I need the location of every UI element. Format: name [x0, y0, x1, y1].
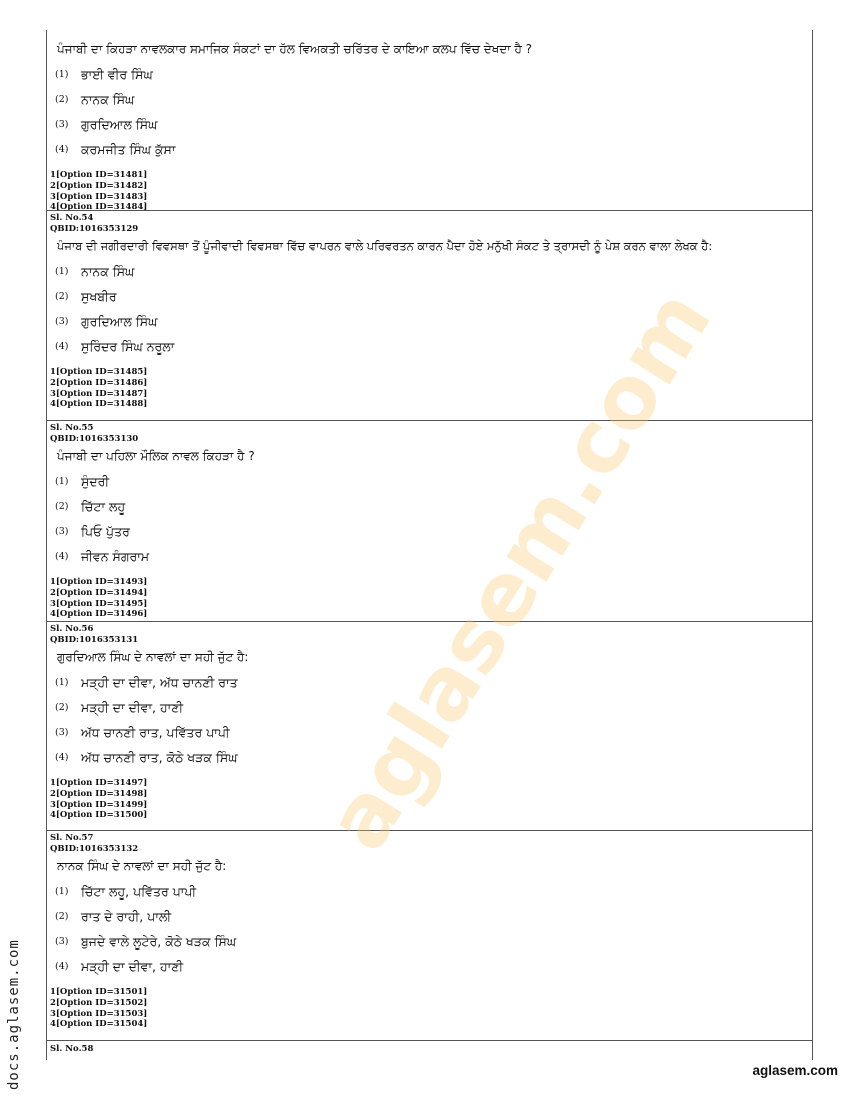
option-id-list: [47, 367, 812, 410]
option-id: 4[Option ID=31504]: [50, 1019, 148, 1030]
option-4: [47, 544, 812, 569]
option-1: [47, 259, 812, 284]
serial-number: Sl. No.56: [50, 624, 94, 634]
option-id-list: [47, 987, 812, 1030]
option-text: ਸੁੰਦਰੀ: [81, 473, 110, 489]
option-3: [47, 112, 812, 137]
option-number: (2): [55, 911, 69, 922]
option-4: [47, 745, 812, 770]
option-id: 2[Option ID=31494]: [50, 587, 148, 598]
option-4: [47, 334, 812, 359]
qbid: QBID:1016353131: [50, 634, 139, 645]
question-text: ਨਾਨਕ ਸਿੰਘ ਦੇ ਨਾਵਲਾਂ ਦਾ ਸਹੀ ਜੁੱਟ ਹੈ:: [57, 859, 227, 873]
option-number: (1): [55, 69, 69, 80]
option-id: 4[Option ID=31484]: [50, 202, 148, 213]
question-block-53: [47, 30, 812, 213]
serial-number: Sl. No.54: [50, 213, 94, 223]
option-number: (1): [55, 677, 69, 688]
option-text: ਮੜ੍ਹੀ ਦਾ ਦੀਵਾ, ਹਾਣੀ: [81, 699, 184, 715]
option-id-list: [47, 170, 812, 213]
option-1: [47, 670, 812, 695]
qbid: QBID:1016353130: [50, 433, 139, 444]
question-block-57: [47, 830, 812, 1041]
option-id: 3[Option ID=31483]: [50, 191, 148, 202]
option-text: ਜੀਵਨ ਸੰਗਰਾਮ: [81, 548, 150, 564]
option-text: ਮੜ੍ਹੀ ਦਾ ਦੀਵਾ, ਅੱਧ ਚਾਨਣੀ ਰਾਤ: [81, 674, 238, 690]
option-text: ਗੁਰਦਿਆਲ ਸਿੰਘ: [81, 313, 158, 329]
option-id: 3[Option ID=31503]: [50, 1008, 148, 1019]
option-3: [47, 929, 812, 954]
option-2: [47, 87, 812, 112]
option-number: (4): [55, 144, 69, 155]
option-1: [47, 62, 812, 87]
question-text: ਪੰਜਾਬੀ ਦਾ ਪਹਿਲਾ ਮੌਲਿਕ ਨਾਵਲ ਕਿਹੜਾ ਹੈ ?: [57, 449, 255, 463]
option-text: ਮੜ੍ਹੀ ਦਾ ਦੀਵਾ, ਹਾਣੀ: [81, 958, 184, 974]
option-id: 3[Option ID=31487]: [50, 388, 148, 399]
option-number: (3): [55, 727, 69, 738]
option-number: (3): [55, 316, 69, 327]
option-number: (4): [55, 341, 69, 352]
qbid: QBID:1016353129: [50, 223, 139, 234]
option-number: (2): [55, 702, 69, 713]
option-2: [47, 904, 812, 929]
watermark: aglasem.com: [307, 272, 731, 868]
option-id: 1[Option ID=31481]: [50, 170, 148, 180]
option-text: ਅੱਧ ਚਾਨਣੀ ਰਾਤ, ਪਵਿੱਤਰ ਪਾਪੀ: [81, 724, 230, 740]
option-id: 1[Option ID=31497]: [50, 778, 148, 788]
option-1: [47, 879, 812, 904]
question-sheet: [46, 30, 813, 1060]
question-block-56: [47, 621, 812, 831]
option-number: (1): [55, 266, 69, 277]
option-2: [47, 695, 812, 720]
option-text: ਨਾਨਕ ਸਿੰਘ: [81, 91, 135, 107]
question-text: ਗੁਰਦਿਆਲ ਸਿੰਘ ਦੇ ਨਾਵਲਾਂ ਦਾ ਸਹੀ ਜੁੱਟ ਹੈ:: [57, 650, 249, 664]
option-text: ਚਿੱਟਾ ਲਹੂ: [81, 498, 126, 514]
serial-number: Sl. No.55: [50, 423, 94, 433]
option-id: 2[Option ID=31482]: [50, 180, 148, 191]
serial-number: Sl. No.58: [50, 1044, 94, 1054]
option-number: (2): [55, 291, 69, 302]
option-text: ਰਾਤ ਦੇ ਰਾਹੀ, ਪਾਲੀ: [81, 908, 172, 924]
option-text: ਬੁਜਦੇ ਵਾਲੇ ਲੂਟੇਰੇ, ਕੋਠੇ ਖੜਕ ਸਿੰਘ: [81, 933, 237, 949]
option-id: 2[Option ID=31498]: [50, 788, 148, 799]
option-text: ਗੁਰਦਿਆਲ ਸਿੰਘ: [81, 116, 158, 132]
option-4: [47, 137, 812, 162]
option-3: [47, 519, 812, 544]
option-text: ਅੱਧ ਚਾਨਣੀ ਰਾਤ, ਕੋਠੇ ਖੜਕ ਸਿੰਘ: [81, 749, 238, 765]
question-text: ਪੰਜਾਬ ਦੀ ਜਗੀਰਦਾਰੀ ਵਿਵਸਥਾ ਤੋਂ ਪੂੰਜੀਵਾਦੀ ਵਿਵਸਥਾ ਵਿੱਚ ਵਾਪਰਨ ਵਾਲੇ ਪਰਿਵਰਤਨ ਕਾਰਨ ਪੈਦਾ ਹੋਏ ਮਨੁੱਖੀ ਸੰਕਟ ਤੇ ਤ੍ਰਾਸਦੀ ਨੂੰ ਪੇਸ਼ ਕਰਨ ਵਾਲਾ ਲੇਖਕ ਹੈ:: [57, 239, 713, 253]
option-text: ਨਾਨਕ ਸਿੰਘ: [81, 263, 135, 279]
option-2: [47, 494, 812, 519]
option-text: ਸੁਰਿੰਦਰ ਸਿੰਘ ਨਰੂਲਾ: [81, 338, 175, 354]
option-id: 2[Option ID=31486]: [50, 377, 148, 388]
option-number: (4): [55, 752, 69, 763]
option-number: (3): [55, 119, 69, 130]
option-id: 4[Option ID=31496]: [50, 609, 148, 620]
option-number: (2): [55, 94, 69, 105]
question-block-54: [47, 210, 812, 421]
option-1: [47, 469, 812, 494]
option-text: ਭਾਈ ਵੀਰ ਸਿੰਘ: [81, 66, 153, 82]
option-number: (1): [55, 886, 69, 897]
option-id: 3[Option ID=31499]: [50, 799, 148, 810]
option-text: ਚਿੱਟਾ ਲਹੂ, ਪਵਿੱਤਰ ਪਾਪੀ: [81, 883, 197, 899]
brand-footer: aglasem.com: [752, 1063, 838, 1078]
side-site-label: docs.aglasem.com: [6, 939, 22, 1090]
option-text: ਸੁਖਬੀਰ: [81, 288, 117, 304]
option-3: [47, 309, 812, 334]
option-2: [47, 284, 812, 309]
option-number: (3): [55, 526, 69, 537]
option-id: 1[Option ID=31501]: [50, 987, 148, 997]
option-3: [47, 720, 812, 745]
option-id: 4[Option ID=31500]: [50, 810, 148, 821]
serial-number: Sl. No.57: [50, 833, 94, 843]
option-4: [47, 954, 812, 979]
option-number: (4): [55, 961, 69, 972]
option-text: ਪਿਓ ਪੁੱਤਰ: [81, 523, 130, 539]
option-number: (1): [55, 476, 69, 487]
option-id-list: [47, 778, 812, 821]
option-number: (4): [55, 551, 69, 562]
option-number: (3): [55, 936, 69, 947]
qbid: QBID:1016353132: [50, 843, 139, 854]
option-id: 1[Option ID=31493]: [50, 577, 148, 587]
question-block-55: [47, 420, 812, 622]
option-id-list: [47, 577, 812, 620]
option-id: 4[Option ID=31488]: [50, 399, 148, 410]
option-id: 2[Option ID=31502]: [50, 997, 148, 1008]
option-text: ਕਰਮਜੀਤ ਸਿੰਘ ਕੁੱਸਾ: [81, 141, 176, 157]
question-text: ਪੰਜਾਬੀ ਦਾ ਕਿਹੜਾ ਨਾਵਲਕਾਰ ਸਮਾਜਿਕ ਸੰਕਟਾਂ ਦਾ ਹੱਲ ਵਿਅਕਤੀ ਚਰਿੱਤਰ ਦੇ ਕਾਇਆ ਕਲਪ ਵਿੱਚ ਦੇਖਦਾ ਹੈ ?: [57, 42, 533, 56]
option-id: 3[Option ID=31495]: [50, 598, 148, 609]
option-id: 1[Option ID=31485]: [50, 367, 148, 377]
question-block-58: [47, 1040, 812, 1061]
option-number: (2): [55, 501, 69, 512]
